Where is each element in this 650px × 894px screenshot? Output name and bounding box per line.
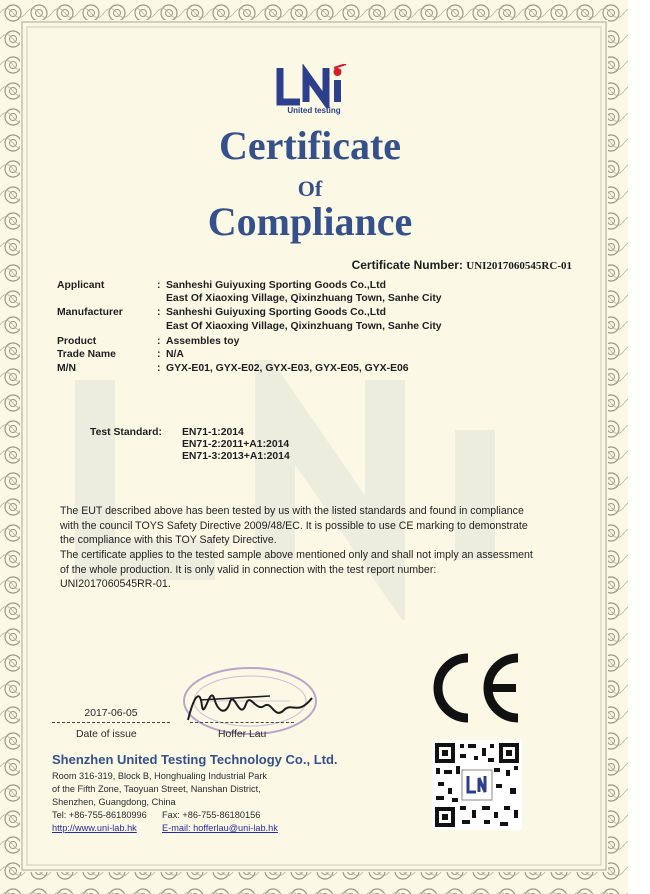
company-email-link[interactable]: E-mail: hofferlau@uni-lab.hk (162, 823, 278, 833)
trade-name-colon: : (157, 349, 161, 360)
certificate-number-label: Certificate Number: (351, 258, 463, 272)
trade-name-label: Trade Name (57, 349, 116, 360)
company-tel: Tel: +86-755-86180996 (52, 810, 147, 820)
statement-1-line-3: the compliance with this TOY Safety Directive. (60, 534, 277, 546)
signature-underline (190, 722, 294, 723)
company-website-link[interactable]: http://www.uni-lab.hk (52, 823, 137, 833)
statement-1-line-2: with the council TOYS Safety Directive 2009/48/EC. It is possible to use CE marking to demonstrate (60, 519, 528, 532)
company-address-line-3: Shenzhen, Guangdong, China (52, 797, 176, 807)
title-of: Of (297, 176, 323, 201)
applicant-name: Sanheshi Guiyuxing Sporting Goods Co.,Ltd (166, 280, 386, 291)
applicant-colon: : (157, 280, 161, 291)
statement-2-line-2: of the whole production. It is only valid in connection with the test report number: (60, 563, 437, 576)
manufacturer-label: Manufacturer (57, 307, 123, 318)
statement-1-line-1: The EUT described above has been tested by us with the listed standards and found in compliance (60, 505, 524, 517)
applicant-address: East Of Xiaoxing Village, Qixinzhuang Town, Sanhe City (166, 293, 442, 304)
product-value: Assembles toy (166, 336, 240, 347)
issue-date: 2017-06-05 (84, 708, 138, 719)
statement-paragraph-1 (60, 504, 580, 548)
mn-label: M/N (57, 363, 77, 374)
company-name: Shenzhen United Testing Technology Co., Ltd. (52, 752, 338, 767)
title-compliance: Compliance (207, 199, 413, 244)
product-label: Product (57, 336, 97, 347)
mn-value: GYX-E01, GYX-E02, GYX-E03, GYX-E05, GYX-E06 (166, 363, 409, 374)
title-certificate: Certificate (218, 123, 402, 168)
date-underline (52, 722, 170, 723)
manufacturer-colon: : (157, 307, 161, 318)
signature-icon (180, 676, 320, 732)
ce-mark-icon (424, 650, 524, 726)
manufacturer-name: Sanheshi Guiyuxing Sporting Goods Co.,Ltd (166, 307, 386, 318)
test-standard-2: EN71-2:2011+A1:2014 (182, 439, 290, 450)
statement-2-line-1: The certificate applies to the tested sample above mentioned only and shall not imply an assessment (60, 549, 533, 561)
signer-name: Hoffer Lau (218, 729, 267, 740)
statement-paragraph-2 (60, 548, 580, 592)
product-colon: : (157, 336, 161, 347)
company-fax: Fax: +86-755-86180156 (162, 810, 261, 820)
test-standard-label: Test Standard: (90, 427, 162, 438)
statement-2-line-3: UNI2017060545RR-01. (60, 578, 171, 590)
applicant-label: Applicant (57, 280, 105, 291)
logo-subtitle: United testing (287, 106, 341, 115)
company-address-line-1: Room 316-319, Block B, Honghualing Industrial Park (52, 771, 268, 781)
mn-colon: : (157, 363, 161, 374)
uni-logo-icon (274, 64, 354, 108)
certificate-number (352, 258, 572, 272)
certificate-number-value: UNI2017060545RC-01 (466, 260, 572, 272)
test-standard-3: EN71-3:2013+A1:2014 (182, 451, 290, 462)
qr-code-icon (432, 740, 522, 830)
company-address-line-2: of the Fifth Zone, Taoyuan Street, Nanshan District, (52, 784, 261, 794)
test-standard-1: EN71-1:2014 (182, 427, 244, 438)
date-of-issue-label: Date of issue (76, 729, 137, 740)
manufacturer-address: East Of Xiaoxing Village, Qixinzhuang Town, Sanhe City (166, 321, 442, 332)
trade-name-value: N/A (166, 349, 184, 360)
